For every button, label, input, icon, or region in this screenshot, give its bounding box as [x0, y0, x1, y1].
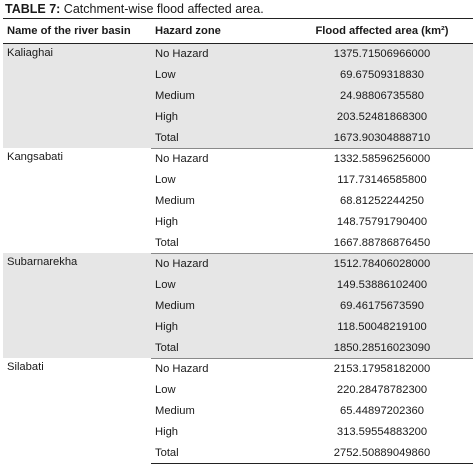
hazard-zone-cell: Low [151, 65, 291, 86]
hazard-zone-cell: Total [151, 127, 291, 148]
hazard-zone-cell: Low [151, 275, 291, 296]
flood-area-cell: 1667.88786876450 [291, 232, 473, 253]
hazard-zone-cell: High [151, 316, 291, 337]
hazard-zone-cell: Low [155, 174, 176, 187]
table-row [3, 148, 473, 169]
hazard-zone-cell: Total [151, 337, 291, 358]
header-basin: Name of the river basin [3, 19, 151, 44]
hazard-zone-cell: No Hazard [155, 363, 209, 376]
hazard-zone-cell: Medium [151, 86, 291, 107]
table-body [3, 44, 473, 464]
flood-area-cell: 1332.58596256000 [333, 153, 431, 166]
flood-area-cell: 65.44897202360 [340, 404, 424, 417]
hazard-zone-cell: Medium [151, 296, 291, 317]
hazard-zone-cell: No Hazard [151, 44, 291, 65]
table-container [3, 0, 473, 464]
flood-area-cell: 2153.17958182000 [333, 363, 431, 376]
header-area: Flood affected area (km²) [291, 19, 473, 44]
flood-area-cell: 1850.28516023090 [291, 337, 473, 358]
flood-area-cell: 148.75791790400 [336, 215, 428, 228]
caption-text: Catchment-wise flood affected area. [60, 2, 264, 16]
flood-area-cell: 1673.90304888710 [291, 127, 473, 148]
flood-area-cell: 118.50048219100 [291, 316, 473, 337]
hazard-zone-cell: Medium [155, 194, 195, 207]
flood-area-cell: 69.67509318830 [291, 65, 473, 86]
basin-name-cell: Silabati [7, 361, 44, 374]
hazard-zone-cell: No Hazard [151, 253, 291, 274]
hazard-zone-cell: Low [155, 384, 176, 397]
basin-name-cell: Kangsabati [7, 151, 63, 164]
hazard-zone-cell: High [151, 106, 291, 127]
flood-area-cell: 2752.50889049860 [291, 442, 473, 463]
table-row [3, 44, 473, 65]
table-caption [3, 0, 473, 18]
table-row [3, 358, 473, 379]
flood-area-cell: 220.28478782300 [336, 384, 428, 397]
hazard-zone-cell: No Hazard [155, 153, 209, 166]
flood-area-table [3, 18, 473, 464]
hazard-zone-cell: Medium [155, 404, 195, 417]
caption-label: TABLE 7: [5, 2, 61, 16]
header-zone: Hazard zone [151, 19, 291, 44]
flood-area-cell: 24.98806735580 [291, 86, 473, 107]
flood-area-cell: 313.59554883200 [336, 425, 428, 438]
hazard-zone-cell: Total [151, 232, 291, 253]
basin-name-cell: Kaliaghai [3, 44, 151, 149]
header-row [3, 19, 473, 44]
flood-area-cell: 1375.71506966000 [291, 44, 473, 65]
flood-area-cell: 68.81252244250 [340, 194, 424, 207]
flood-area-cell: 117.73146585800 [337, 174, 427, 187]
flood-area-cell: 69.46175673590 [291, 296, 473, 317]
hazard-zone-cell: High [155, 425, 179, 438]
table-row [3, 253, 473, 274]
flood-area-cell: 1512.78406028000 [291, 253, 473, 274]
flood-area-cell: 149.53886102400 [291, 275, 473, 296]
hazard-zone-cell: High [155, 215, 179, 228]
hazard-zone-cell: Total [151, 442, 291, 463]
basin-name-cell: Subarnarekha [3, 253, 151, 358]
flood-area-cell: 203.52481868300 [291, 106, 473, 127]
